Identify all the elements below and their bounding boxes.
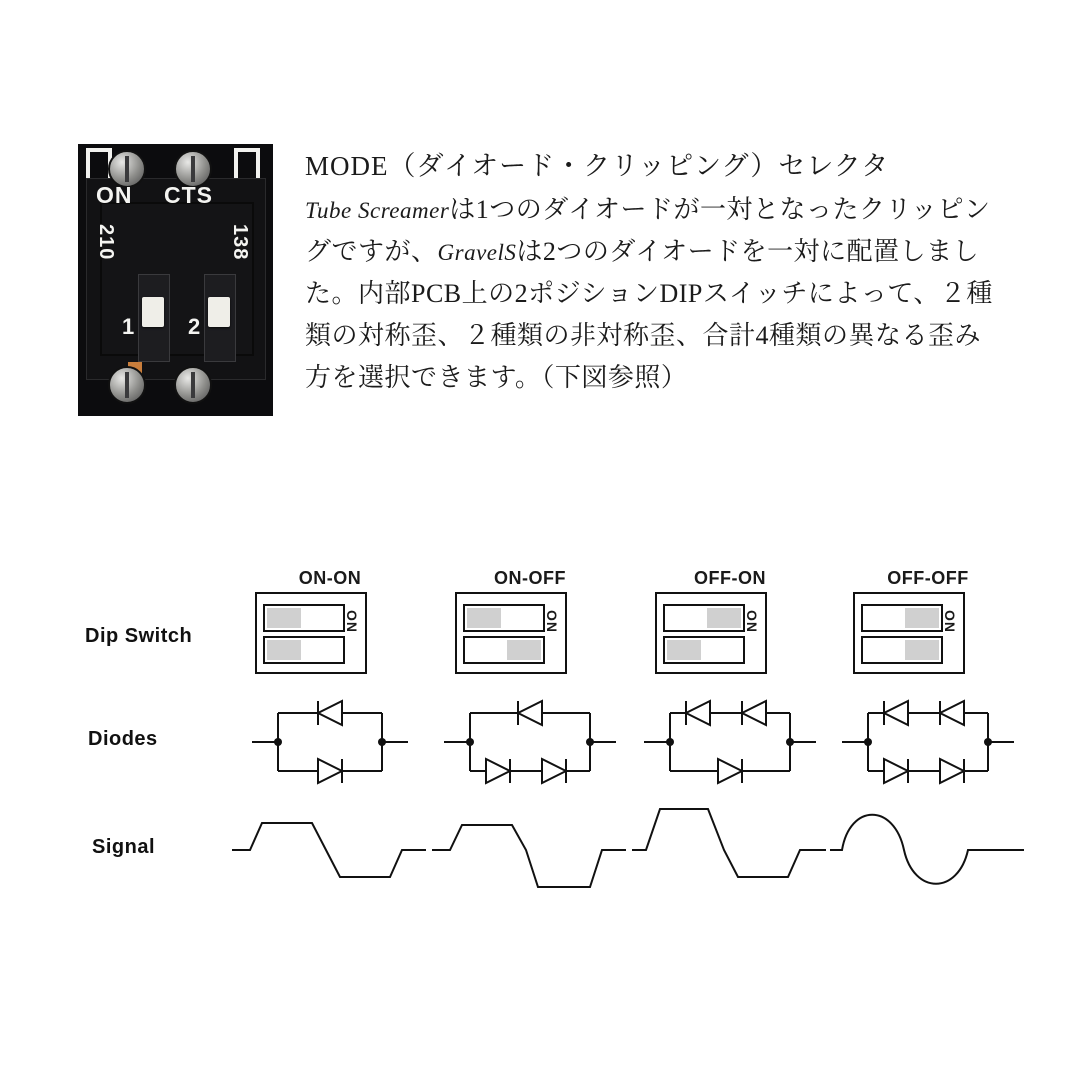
mode-line2-pre: ピングですが、 — [305, 194, 991, 266]
dip-switch-photo — [78, 144, 273, 416]
photo-label-left-code: 210 — [95, 224, 117, 261]
diode-graphic-off-on — [630, 695, 830, 790]
mode-heading: MODE（ダイオード・クリッピング）セレクタ — [305, 151, 890, 181]
diagram-column-on-off — [430, 540, 630, 900]
diagram-row-labels — [60, 540, 240, 900]
dip-nub — [905, 608, 939, 628]
dip-nub — [905, 640, 939, 660]
photo-screw-bottom-right — [174, 366, 212, 404]
column-title: ON-OFF — [494, 568, 566, 588]
photo-screw-bottom-left — [108, 366, 146, 404]
signal-graphic-off-off — [828, 795, 1028, 905]
dip-lane-2 — [663, 636, 745, 664]
dip-nub — [267, 608, 301, 628]
dip-switch-graphic — [853, 592, 965, 674]
diagram-column-off-on — [630, 540, 830, 900]
column-title: OFF-ON — [694, 568, 766, 588]
dip-lane-2 — [263, 636, 345, 664]
dip-switch-graphic — [655, 592, 767, 674]
dip-nub — [707, 608, 741, 628]
column-title: OFF-OFF — [887, 568, 969, 588]
mode-line1-rest: は1つのダイオードが一対となったクリッ — [449, 194, 938, 224]
diagram-column-on-on — [230, 540, 430, 900]
dip-nub — [267, 640, 301, 660]
row-label-signal: Signal — [92, 836, 156, 858]
dip-lane-1 — [861, 604, 943, 632]
photo-label-switch-1: 1 — [122, 314, 136, 339]
dip-nub — [667, 640, 701, 660]
signal-graphic-on-on — [230, 795, 430, 905]
photo-label-on: ON — [96, 182, 133, 208]
diode-graphic-on-on — [230, 695, 430, 790]
mode-paragraph — [305, 189, 1005, 400]
dip-switch-graphic — [255, 592, 367, 674]
dip-lane-1 — [263, 604, 345, 632]
photo-label-switch-2: 2 — [188, 314, 202, 339]
dip-on-marker: ON — [744, 610, 760, 633]
dip-on-marker: ON — [344, 610, 360, 633]
mode-line4: よって、２種類の対称歪、２種類の非対称歪、合計4 — [305, 278, 993, 350]
signal-graphic-off-on — [630, 795, 830, 905]
signal-graphic-on-off — [430, 795, 630, 905]
column-title: ON-ON — [298, 568, 362, 588]
dip-nub — [507, 640, 541, 660]
row-label-dip-switch: Dip Switch — [85, 625, 193, 647]
dip-lane-1 — [663, 604, 745, 632]
diagram-column-off-off — [828, 540, 1028, 900]
dip-on-marker: ON — [942, 610, 958, 633]
dip-switch-graphic — [455, 592, 567, 674]
row-label-diodes: Diodes — [88, 728, 158, 750]
diode-graphic-off-off — [828, 695, 1028, 790]
photo-label-right-code: 138 — [229, 224, 251, 261]
mode-description — [305, 146, 1005, 399]
clipping-modes-diagram — [0, 540, 1080, 940]
photo-lever-slot-2 — [204, 274, 236, 362]
photo-lever-1 — [142, 297, 164, 327]
mode-line5: 種類の異なる歪み方を選択できます。（下図参照） — [305, 320, 982, 392]
dip-lane-2 — [463, 636, 545, 664]
photo-lever-slot-1 — [138, 274, 170, 362]
mode-line3: しました。内部PCB上の2ポジションDIPスイッチに — [305, 236, 980, 308]
dip-lane-1 — [463, 604, 545, 632]
brand-tube-screamer: Tube Screamer — [305, 197, 450, 223]
dip-nub — [467, 608, 501, 628]
dip-lane-2 — [861, 636, 943, 664]
brand-gravel-s: GravelS — [437, 239, 517, 265]
photo-lever-2 — [208, 297, 230, 327]
diode-graphic-on-off — [430, 695, 630, 790]
photo-label-cts: CTS — [164, 182, 213, 208]
mode-line2-rest: は2つのダイオードを一対に配置 — [516, 236, 900, 266]
mode-selector-section — [0, 128, 1080, 428]
photo-bracket-right — [234, 148, 260, 178]
dip-on-marker: ON — [544, 610, 560, 633]
